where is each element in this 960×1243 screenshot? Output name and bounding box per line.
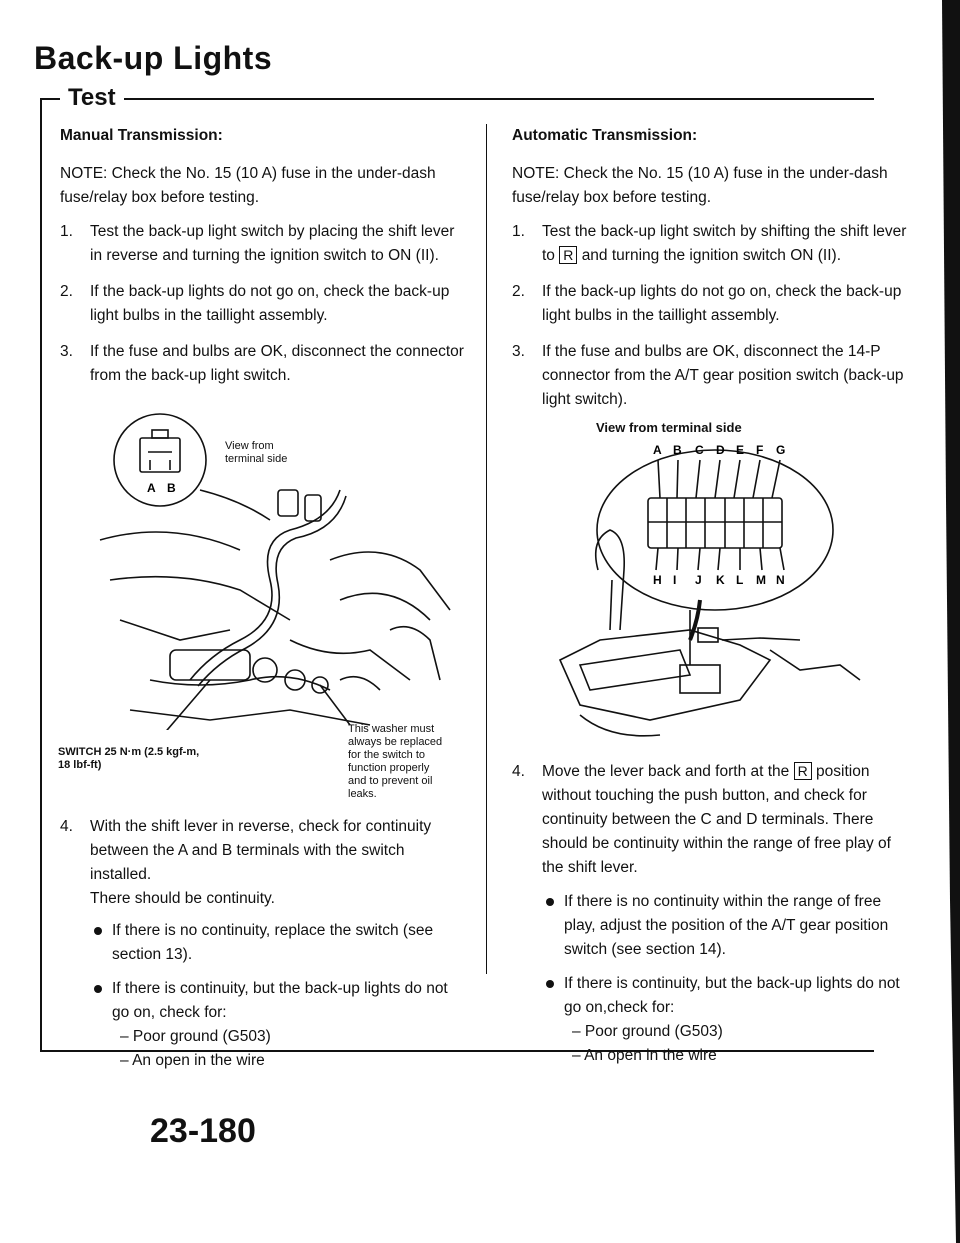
- manual-view-label: View from terminal side: [225, 440, 288, 465]
- manual-bullet-2: If there is continuity, but the back-up lights do not go on, check for: – Poor ground (G503) – An open in the wire: [90, 977, 465, 1073]
- terminal-b-label: B: [167, 481, 176, 495]
- washer-note: This washer must always be replaced for the switch to function properly and to prevent oil leaks.: [348, 723, 443, 800]
- manual-step-3: 3. If the fuse and bulbs are OK, disconnect the connector from the back-up light switch.: [60, 343, 464, 384]
- manual-step-1: 1. Test the back-up light switch by placing the shift lever in reverse and turning the ignition switch to ON (II).: [60, 223, 455, 264]
- terminal-label-g: G: [776, 443, 786, 457]
- manual-step-4: 4. With the shift lever in reverse, check for continuity between the A and B terminals with the switch installed. There should be continuity.: [60, 818, 432, 907]
- manual-column: [60, 124, 465, 400]
- frame-top-rule: [40, 98, 874, 100]
- page-title: Back-up Lights: [34, 40, 273, 76]
- terminal-label-a: A: [653, 443, 662, 457]
- terminal-label-n: N: [776, 573, 785, 587]
- manual-bullets: [60, 919, 465, 1073]
- frame-left-rule: [40, 98, 42, 1050]
- terminal-label-b: B: [673, 443, 682, 457]
- automatic-step-2: 2. If the back-up lights do not go on, check the back-up light bulbs in the taillight assembly.: [512, 283, 902, 324]
- binding-edge-bar: [940, 0, 960, 1243]
- terminal-a-label: A: [147, 481, 156, 495]
- manual-check-1: – Poor ground (G503): [120, 1028, 271, 1045]
- manual-step-2: 2. If the back-up lights do not go on, check the back-up light bulbs in the taillight assembly.: [60, 283, 450, 324]
- switch-torque-label: SWITCH 25 N·m (2.5 kgf-m, 18 lbf-ft): [58, 746, 200, 771]
- page-number: 23-180: [150, 1112, 256, 1150]
- automatic-lower-column: [512, 760, 912, 1078]
- manual-steps: [60, 220, 465, 388]
- automatic-step-3: 3. If the fuse and bulbs are OK, disconnect the 14-P connector from the A/T gear position switch (back-up light switch).: [512, 343, 904, 408]
- automatic-view-label: View from terminal side: [596, 420, 742, 435]
- column-divider: [486, 124, 487, 974]
- terminal-label-j: J: [695, 573, 702, 587]
- manual-switch-diagram: [90, 380, 480, 730]
- manual-check-2: – An open in the wire: [120, 1052, 265, 1069]
- automatic-step-1: 1. Test the back-up light switch by shifting the shift lever to R and turning the ignition switch ON (II).: [512, 223, 907, 264]
- terminal-label-h: H: [653, 573, 662, 587]
- terminal-label-d: D: [716, 443, 725, 457]
- manual-note: NOTE: Check the No. 15 (10 A) fuse in the under-dash fuse/relay box before testing.: [60, 165, 436, 206]
- terminal-label-i: I: [673, 573, 677, 587]
- automatic-bullet-2: If there is continuity, but the back-up lights do not go on,check for: – Poor ground (G503) – An open in the wire: [542, 972, 912, 1068]
- automatic-step-4: 4. Move the lever back and forth at the R position without touching the push button, and check for continuity between the C and D terminals. There should be continuity within the range of free play of the shift lever.: [512, 763, 891, 876]
- manual-lower-column: [60, 815, 465, 1083]
- automatic-note: NOTE: Check the No. 15 (10 A) fuse in the under-dash fuse/relay box before testing.: [512, 165, 888, 206]
- automatic-bullets: [512, 890, 912, 1068]
- section-label: Test: [60, 84, 124, 112]
- automatic-column: [512, 124, 912, 412]
- terminal-label-e: E: [736, 443, 745, 457]
- manual-bullet-1: If there is no continuity, replace the switch (see section 13).: [90, 919, 465, 967]
- automatic-bullet-1: If there is no continuity within the range of free play, adjust the position of the A/T gear position switch (see section 14).: [542, 890, 912, 962]
- terminal-label-f: F: [756, 443, 764, 457]
- automatic-check-1: – Poor ground (G503): [572, 1023, 723, 1040]
- terminal-label-m: M: [756, 573, 766, 587]
- manual-heading: Manual Transmission:: [60, 127, 223, 144]
- reverse-position-box-2: R: [794, 762, 812, 780]
- svg-text:H I J K L: [653, 573, 785, 587]
- terminal-label-l: L: [736, 573, 744, 587]
- reverse-position-box: R: [559, 246, 577, 264]
- automatic-switch-diagram: [540, 440, 890, 740]
- svg-text:A B C D E: [653, 443, 785, 457]
- terminal-label-c: C: [695, 443, 704, 457]
- terminal-label-k: K: [716, 573, 725, 587]
- automatic-heading: Automatic Transmission:: [512, 127, 698, 144]
- automatic-check-2: – An open in the wire: [572, 1047, 717, 1064]
